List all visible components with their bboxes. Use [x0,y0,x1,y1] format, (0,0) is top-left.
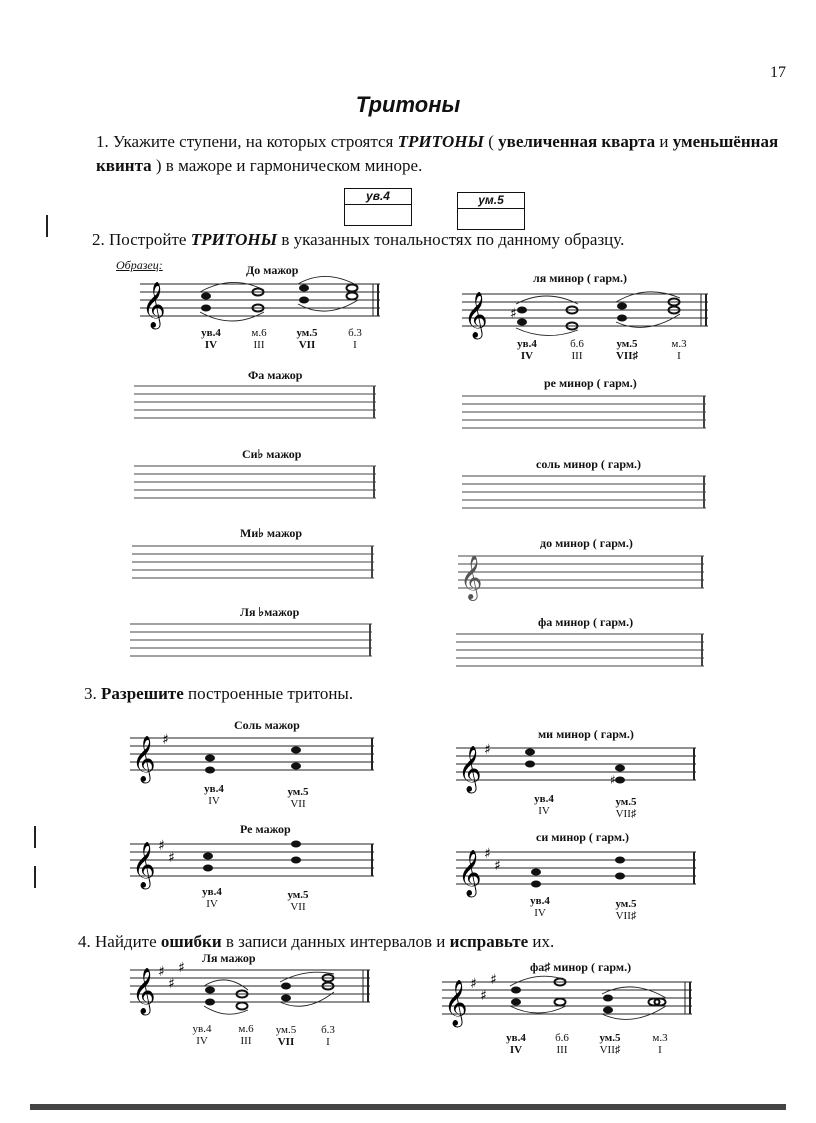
key-e-minor: ми минор ( гарм.) [538,727,634,741]
answer-box-aug4[interactable] [344,188,412,226]
task-2-number: 2. [92,230,105,249]
task-4-text-mid: в записи данных интервалов и [225,932,446,951]
task-1-and: и [659,132,669,151]
task-1-text: Укажите ступени, на которых строятся [113,132,394,151]
answer-box-dim5[interactable] [457,192,525,230]
sharp-icon: ♯ [158,964,165,980]
staff-g-minor[interactable] [462,474,706,510]
sharp-icon: ♯ [484,846,491,862]
ex-minor-l4: м.3 I [671,338,687,362]
page-bottom-edge [30,1104,786,1110]
task-2 [92,228,792,252]
task-4-bold-correct: исправьте [449,932,529,951]
task-1-bold-dim5: уменьшённая квинта [96,132,779,175]
treble-clef-icon: 𝄞 [458,850,482,896]
ex-minor-l2: б.6 III [570,338,584,362]
ex-major-l1: ув.4 IV [201,327,221,351]
staff-d-major[interactable] [130,838,374,888]
staff-f-major[interactable] [134,384,376,420]
fsharp-minor-l2: б.6 III [555,1032,569,1056]
sharp-icon: ♯ [484,742,491,758]
sample-label: Образец: [116,258,163,272]
task-1-bold-aug4: увеличенная кварта [498,132,656,151]
task-4 [78,930,718,954]
e-minor-l1: ув.4 IV [534,793,554,817]
answer-box-aug4-label: ув.4 [345,189,411,205]
staff-aflat-major[interactable] [130,622,372,658]
treble-clef-icon: 𝄞 [464,292,488,338]
page-title: Тритоны [355,92,461,117]
key-c-minor: до минор ( гарм.) [540,536,633,550]
task-3 [84,682,684,706]
task-1-bold-tritones: ТРИТОНЫ [397,132,484,151]
a-major-l2: м.6 III [238,1023,254,1047]
staff-eflat-major[interactable] [132,544,374,580]
page-number: 17 [770,64,786,81]
treble-clef-icon: 𝄞 [444,980,468,1026]
treble-clef-icon: 𝄞 [458,746,482,792]
task-1-number: 1. [96,132,109,151]
ex-minor-l1: ув.4 IV [517,338,537,362]
sharp-icon: ♯ [610,773,616,787]
key-eflat-major: Ми♭ мажор [240,526,303,540]
staff-b-minor[interactable] [456,846,696,896]
task-1 [96,130,786,178]
task-4-number: 4. [78,932,91,951]
sharp-icon: ♯ [494,858,501,874]
task-3-number: 3. [84,684,97,703]
g-major-l2: ум.5 VII [287,786,309,810]
staff-a-major[interactable] [130,960,370,1014]
sharp-icon: ♯ [162,732,169,748]
ex-major-l4: б.3 I [348,327,362,351]
staff-f-minor[interactable] [456,632,704,668]
key-d-minor: ре минор ( гарм.) [544,376,637,390]
treble-clef-icon: 𝄞 [132,736,156,782]
a-major-l4: б.3 I [321,1024,335,1048]
treble-clef-icon: 𝄞 [132,842,156,888]
key-f-major: Фа мажор [248,368,303,382]
key-g-minor: соль минор ( гарм.) [536,457,642,471]
key-bflat-major: Си♭ мажор [242,447,302,461]
sharp-icon: ♯ [168,850,175,866]
key-f-minor: фа минор ( гарм.) [538,615,634,629]
ex-major-l3: ум.5 VII [296,327,318,351]
sharp-icon: ♯ [490,972,497,988]
task-2-bold-tritones: ТРИТОНЫ [190,230,278,249]
fsharp-minor-l3: ум.5 VII♯ [599,1032,621,1056]
answer-box-dim5-label: ум.5 [458,193,524,209]
task-4-text: Найдите [95,932,157,951]
fsharp-minor-l4: м.3 I [652,1032,668,1056]
staff-bflat-major[interactable] [134,464,376,500]
staff-c-minor[interactable] [458,554,704,599]
staff-e-minor[interactable] [456,742,696,792]
task-3-bold-resolve: Разрешите [101,684,184,703]
d-major-l2: ум.5 VII [287,889,309,913]
ex-major-l2: м.6 III [251,327,267,351]
fsharp-minor-l1: ув.4 IV [506,1032,526,1056]
staff-fsharp-minor[interactable] [442,972,692,1026]
key-b-minor: си минор ( гарм.) [536,830,630,844]
staff-g-major[interactable] [130,732,374,782]
staff-d-minor[interactable] [462,394,706,430]
ex-minor-l3: ум.5 VII♯ [615,338,638,362]
key-fsharp-minor: фа♯ минор ( гарм.) [530,960,632,974]
sharp-icon: ♯ [168,976,175,992]
b-minor-l1: ув.4 IV [530,895,550,919]
task-2-text: Постройте [109,230,187,249]
task-1-paren-open: ( [488,132,494,151]
treble-clef-icon: 𝄞 [460,555,483,599]
task-1-text-end: ) в мажоре и гармоническом миноре. [155,156,423,175]
staff-c-major-example [140,280,380,328]
b-minor-l2: ум.5 VII♯ [615,898,637,922]
scan-mark [34,826,36,848]
sharp-icon: ♯ [178,960,185,976]
sharp-icon: ♯ [510,306,517,322]
treble-clef-icon: 𝄞 [132,968,156,1014]
g-major-l1: ув.4 IV [204,783,224,807]
staff-a-minor-example [462,290,708,338]
a-major-l1: ув.4 IV [192,1023,212,1047]
key-a-major: Ля мажор [202,951,256,965]
treble-clef-icon: 𝄞 [142,282,166,328]
task-3-text: построенные тритоны. [188,684,354,703]
sharp-icon: ♯ [470,976,477,992]
key-c-major: До мажор [246,263,299,277]
sharp-icon: ♯ [480,988,487,1004]
scan-mark [46,215,48,237]
key-g-major: Соль мажор [234,718,300,732]
key-a-minor: ля минор ( гарм.) [533,271,628,285]
task-4-bold-errors: ошибки [160,932,222,951]
a-major-l3: ум.5 VII [275,1024,297,1048]
task-4-text-end: их. [532,932,555,951]
scan-mark [34,866,36,888]
d-major-l1: ув.4 IV [202,886,222,910]
task-2-text-end: в указанных тональностях по данному образцу. [281,230,625,249]
key-aflat-major: Ля ♭мажор [240,605,300,619]
e-minor-l2: ум.5 VII♯ [615,796,637,820]
key-d-major: Ре мажор [240,822,291,836]
sharp-icon: ♯ [158,838,165,854]
